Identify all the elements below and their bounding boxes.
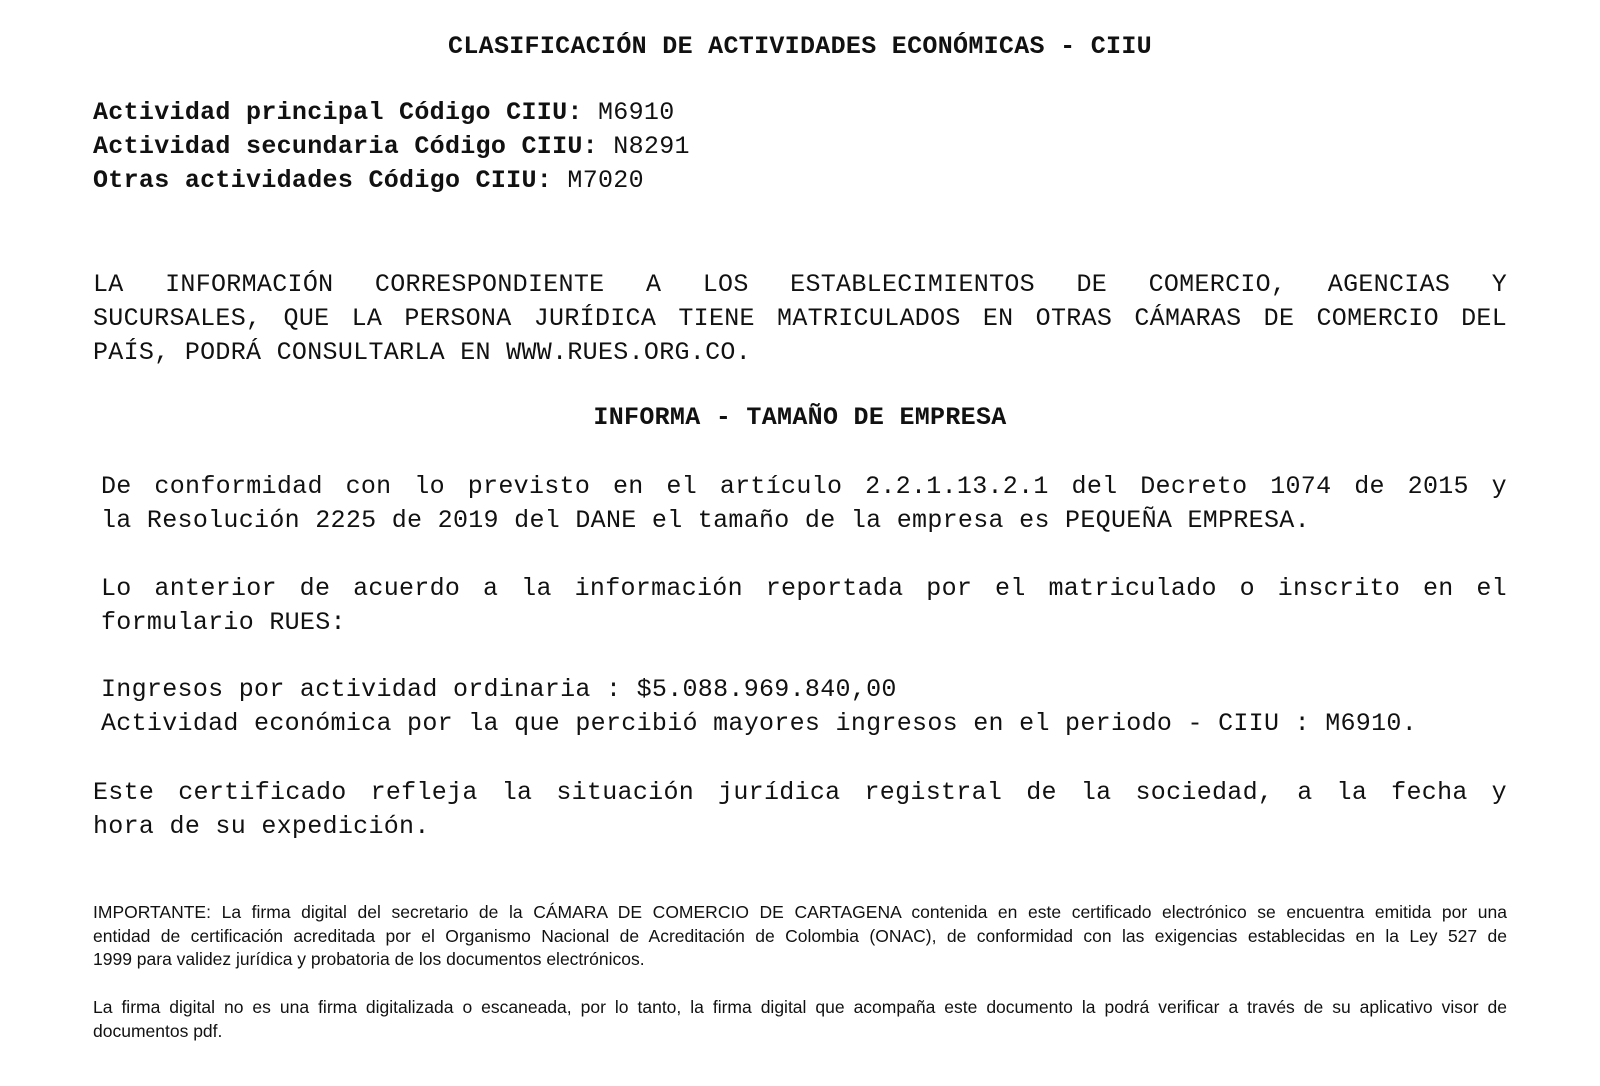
activity-secondary-row — [93, 132, 690, 161]
income-line: Ingresos por actividad ordinaria : $5.088.969.840,00 — [101, 675, 897, 704]
establishments-notice-line: SUCURSALES, QUE LA PERSONA JURÍDICA TIENE MATRICULADOS EN OTRAS CÁMARAS DE COMERCIO DEL — [93, 304, 1507, 333]
activity-other-row — [93, 166, 644, 195]
activity-secondary-code: N8291 — [613, 132, 690, 161]
digital-signature-notice-line: documentos pdf. — [93, 1020, 223, 1041]
establishments-notice-line: LA INFORMACIÓN CORRESPONDIENTE A LOS ESTABLECIMIENTOS DE COMERCIO, AGENCIAS Y — [93, 270, 1507, 299]
company-size-heading: INFORMA - TAMAÑO DE EMPRESA — [593, 403, 1007, 432]
conformity-line: la Resolución 2225 de 2019 del DANE el tamaño de la empresa es PEQUEÑA EMPRESA. — [101, 506, 1310, 535]
establishments-notice — [93, 268, 1507, 370]
conformity-paragraph — [101, 470, 1507, 538]
certificate-statement — [93, 776, 1507, 844]
important-notice-line: entidad de certificación acreditada por el Organismo Nacional de Acreditación de Colombia (ONAC), de conformidad con las exigencias establecidas en la Ley 527 de — [93, 925, 1507, 946]
activity-secondary-label: Actividad secundaria Código CIIU: — [93, 132, 598, 161]
digital-signature-notice-line: La firma digital no es una firma digitalizada o escaneada, por lo tanto, la firma digital que acompaña este documento la podrá verificar a través de su aplicativo visor de — [93, 997, 1507, 1017]
main-income-activity-line: Actividad económica por la que percibió mayores ingresos en el periodo - CIIU : M6910. — [101, 709, 1418, 738]
activity-principal-row — [93, 98, 675, 127]
activity-other-code: M7020 — [567, 166, 644, 195]
conformity-line: De conformidad con lo previsto en el artículo 2.2.1.13.2.1 del Decreto 1074 de 2015 y — [101, 472, 1507, 501]
activity-other-label: Otras actividades Código CIIU: — [93, 166, 553, 195]
basis-line: Lo anterior de acuerdo a la información reportada por el matriculado o inscrito en el — [101, 574, 1507, 603]
activity-principal-label: Actividad principal Código CIIU: — [93, 98, 583, 127]
important-notice — [93, 901, 1507, 972]
ciiu-section-title: CLASIFICACIÓN DE ACTIVIDADES ECONÓMICAS - CIIU — [448, 32, 1152, 61]
important-notice-line: IMPORTANTE: La firma digital del secretario de la CÁMARA DE COMERCIO DE CARTAGENA contenida en este certificado electrónico se encuentra emitida por una — [93, 902, 1507, 922]
basis-line: formulario RUES: — [101, 608, 346, 637]
establishments-notice-line: PAÍS, PODRÁ CONSULTARLA EN WWW.RUES.ORG.CO. — [93, 338, 752, 367]
basis-paragraph — [101, 572, 1507, 640]
digital-signature-notice — [93, 996, 1507, 1043]
important-notice-line: 1999 para validez jurídica y probatoria de los documentos electrónicos. — [93, 949, 645, 969]
certificate-statement-line: Este certificado refleja la situación jurídica registral de la sociedad, a la fecha y — [93, 778, 1507, 807]
certificate-statement-line: hora de su expedición. — [93, 812, 430, 841]
activity-principal-code: M6910 — [598, 98, 675, 127]
